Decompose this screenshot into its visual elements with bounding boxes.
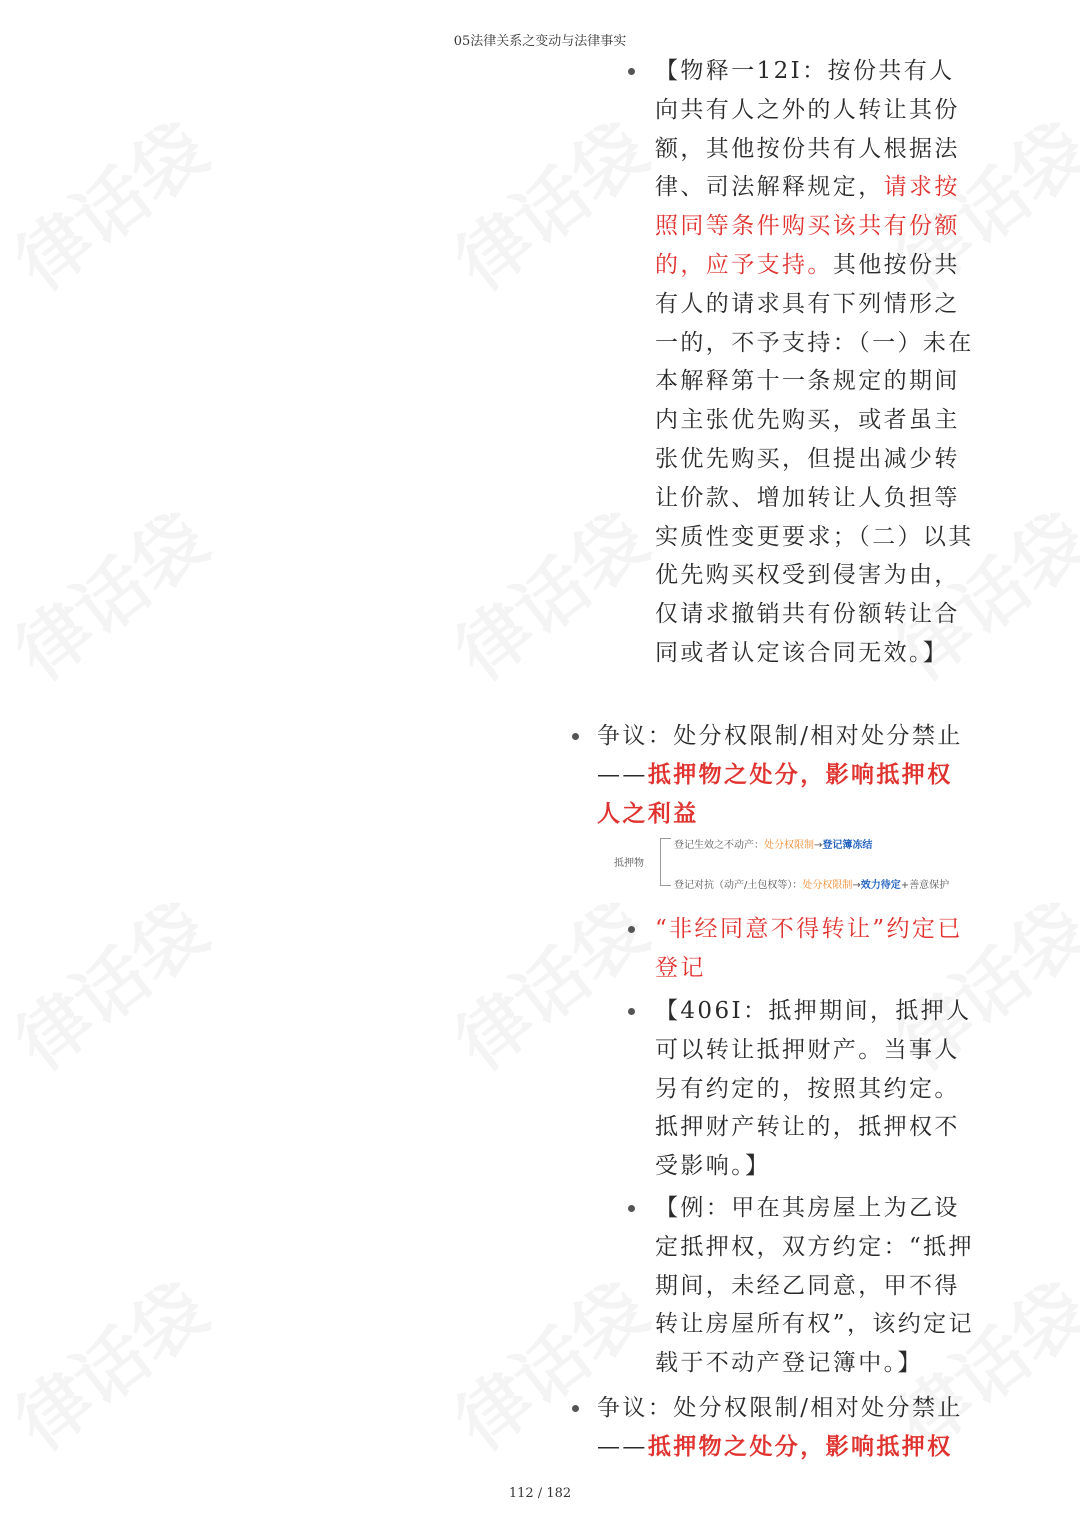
list-item <box>597 717 977 833</box>
bullet-icon <box>628 1008 635 1015</box>
page-header: 05法律关系之变动与法律事实 <box>453 34 627 49</box>
diagram-row <box>674 876 949 891</box>
watermark <box>0 1255 225 1470</box>
text-segment: 【例：甲在其房屋上为乙设定抵押权，双方约定：“抵押期间，未经乙同意，甲不得转让房屋所有权”，该约定记载于不动产登记簿中。】 <box>655 1195 974 1377</box>
page-number: 112 / 182 <box>508 1486 572 1501</box>
bullet-icon <box>572 733 579 740</box>
text-segment: 抵押物之处分，影响抵押权 <box>647 1432 953 1460</box>
bullet-icon <box>572 1405 579 1412</box>
diagram-brace <box>660 838 671 886</box>
text-segment: 争议：处分权限制/相对处分禁止—— <box>597 1395 963 1460</box>
text-segment: “非经同意不得转让”约定已登记 <box>655 916 963 981</box>
diagram-label: 登记生效之不动产： <box>674 840 764 851</box>
diagram-row <box>674 836 872 851</box>
diagram-restriction: 处分权限制 <box>802 880 853 891</box>
list-item <box>655 1189 985 1383</box>
diagram-restriction: 处分权限制 <box>764 840 814 851</box>
diagram-root: 抵押物 <box>614 858 644 869</box>
watermark <box>431 95 665 310</box>
diagram-extra: +善意保护 <box>900 880 950 891</box>
list-item <box>655 52 975 673</box>
watermark <box>0 875 225 1090</box>
bullet-icon <box>628 926 635 933</box>
arrow-icon: → <box>814 840 823 851</box>
diagram-result: 效力待定 <box>860 880 901 891</box>
mortgage-diagram <box>610 828 990 898</box>
list-item <box>597 1389 977 1467</box>
watermark <box>0 95 225 310</box>
bullet-icon <box>628 68 635 75</box>
diagram-label: 登记对抗（动产/土包权等）： <box>674 880 803 891</box>
list-item <box>655 992 985 1186</box>
text-segment: 其他按份共有人的请求具有下列情形之一的，不予支持：（一）未在本解释第十一条规定的期间内主张优先购买，或者虽主张优先购买，但提出减少转让价款、增加转让人负担等实质性变更要求；（二）以其优先购买权受到侵害为由，仅请求撤销共有份额转让合同或者认定该合同无效。】 <box>655 251 974 666</box>
watermark <box>431 875 665 1090</box>
arrow-icon: → <box>852 880 861 891</box>
watermark <box>431 485 665 700</box>
text-segment: 争议：处分权限制/相对处分禁止—— <box>597 723 963 788</box>
text-segment: 抵押物之处分，影响抵押权人之利益 <box>597 760 953 827</box>
text-segment: 请求按照同等条件购买该共有份额的，应予支持。 <box>655 174 960 278</box>
watermark <box>0 485 225 700</box>
diagram-result: 登记簿冻结 <box>822 840 873 851</box>
list-item <box>655 910 985 988</box>
text-segment: 【406I：抵押期间，抵押人可以转让抵押财产。当事人另有约定的，按照其约定。抵押财产转让的，抵押权不受影响。】 <box>655 998 972 1180</box>
bullet-icon <box>628 1205 635 1212</box>
text-segment: 【物释一12I：按份共有人向共有人之外的人转让其份额，其他按份共有人根据法律、司法解释规定， <box>655 58 960 201</box>
